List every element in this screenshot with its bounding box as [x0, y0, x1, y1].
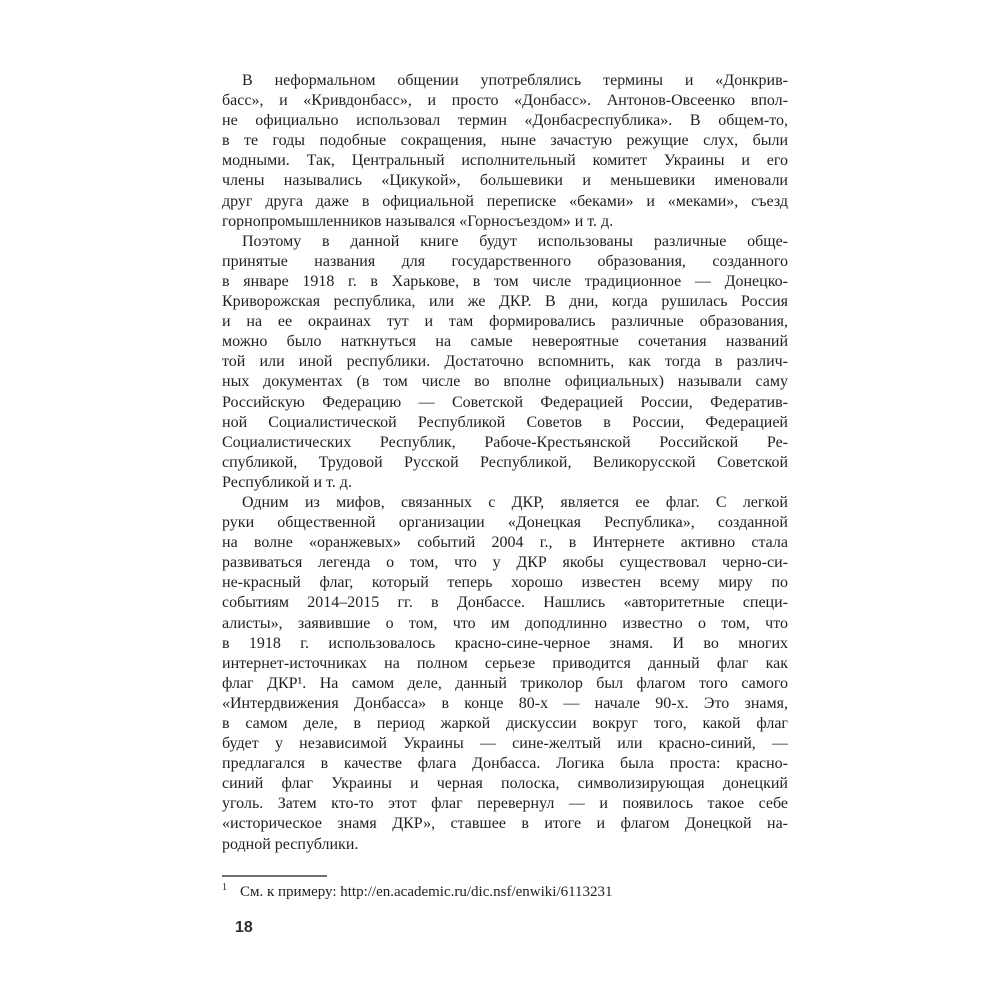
- page-number: 18: [235, 919, 253, 936]
- text-line: Российскую Федерацию — Советской Федерацией России, Федератив-: [222, 393, 788, 411]
- text-line: синий флаг Украины и черная полоска, символизирующая донецкий: [222, 775, 788, 793]
- text-line: руки общественной организации «Донецкая Республика», созданной: [222, 514, 788, 532]
- text-line: в январе 1918 г. в Харькове, в том числе традиционное — Донецко-: [222, 272, 788, 290]
- text-line: не-красный флаг, который теперь хорошо известен всему миру по: [222, 574, 788, 592]
- footnote-separator: [222, 875, 327, 877]
- text-line: флаг ДКР¹. На самом деле, данный триколор был флагом того самого: [222, 674, 788, 692]
- text-line: «историческое знамя ДКР», ставшее в итоге и флагом Донецкой на-: [222, 815, 788, 833]
- text-line: модными. Так, Центральный исполнительный комитет Украины и его: [222, 152, 788, 170]
- text-line: друг друга даже в официальной переписке «беками» и «меками», съезд: [222, 192, 788, 210]
- text-line: Республикой и т. д.: [222, 473, 352, 491]
- text-line: будет у независимой Украины — сине-желтый или красно-синий, —: [222, 735, 788, 753]
- text-line: уголь. Затем кто-то этот флаг перевернул — и появилось такое себе: [222, 795, 788, 813]
- text-line: горнопромышленников назывался «Горносъездом» и т. д.: [222, 212, 614, 230]
- text-line: в самом деле, в период жаркой дискуссии вокруг того, какой флаг: [222, 715, 788, 732]
- text-line: «Интердвижения Донбасса» в конце 80-х — начале 90-х. Это знамя,: [222, 694, 788, 712]
- text-line: члены назывались «Цикукой», большевики и меньшевики именовали: [222, 172, 788, 190]
- text-line: событиям 2014–2015 гг. в Донбассе. Нашлись «авторитетные специ-: [222, 594, 788, 612]
- footnote-marker: 1: [222, 882, 227, 893]
- text-line: В неформальном общении употреблялись термины и «Донкрив-: [242, 72, 788, 89]
- footnote: [222, 883, 788, 902]
- text-line: интернет-источниках на полном серьезе приводится данный флаг как: [222, 654, 788, 672]
- text-line: на волне «оранжевых» событий 2004 г., в Интернете активно стала: [222, 534, 788, 552]
- footnote-text: См. к примеру: http://en.academic.ru/dic.nsf/enwiki/6113231: [240, 884, 613, 900]
- text-line: алисты», заявившие о том, что им доподлинно известно о том, что: [222, 614, 788, 632]
- text-line: Одним из мифов, связанных с ДКР, является ее флаг. С легкой: [242, 493, 788, 511]
- text-line: Социалистических Республик, Рабоче-Крестьянской Российской Ре-: [222, 433, 788, 451]
- text-line: можно было наткнуться на самые невероятные сочетания названий: [222, 333, 788, 351]
- text-line: принятые названия для государственного образования, созданного: [222, 252, 788, 270]
- text-line: предлагался в качестве флага Донбасса. Логика была проста: красно-: [222, 755, 788, 773]
- text-line: в те годы подобные сокращения, ныне зачастую режущие слух, были: [222, 132, 788, 150]
- text-line: в 1918 г. использовалось красно-сине-черное знамя. И во многих: [222, 634, 788, 652]
- text-line: не официально использовал термин «Донбасреспублика». В общем-то,: [222, 112, 788, 130]
- text-line: и на ее окраинах тут и там формировались различные образования,: [222, 313, 788, 331]
- text-line: спубликой, Трудовой Русской Республикой, Великорусской Советской: [222, 453, 788, 471]
- body-text: [222, 71, 788, 855]
- text-line: Криворожская республика, или же ДКР. В дни, когда рушилась Россия: [222, 293, 788, 311]
- text-line: басс», и «Кривдонбасс», и просто «Донбасс». Антонов-Овсеенко впол-: [222, 92, 788, 110]
- text-line: родной республики.: [222, 835, 359, 853]
- text-line: развиваться легенда о том, что у ДКР якобы существовал черно-си-: [222, 554, 788, 572]
- text-line: ной Социалистической Республикой Советов в России, Федерацией: [222, 413, 788, 431]
- text-line: той или иной республики. Достаточно вспомнить, как тогда в различ-: [222, 353, 788, 371]
- text-line: Поэтому в данной книге будут использованы различные обще-: [242, 232, 788, 250]
- text-line: ных документах (в том числе во вполне официальных) называли саму: [222, 373, 788, 391]
